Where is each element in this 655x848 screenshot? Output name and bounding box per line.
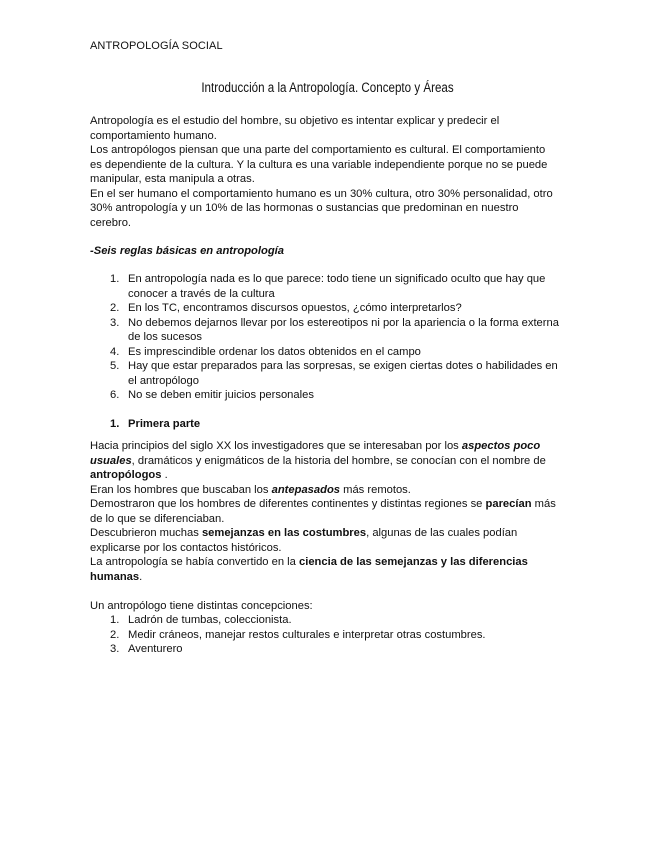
text-run: , dramáticos y enigmáticos de la historia del hombre, se conocían con el nombre de <box>131 454 546 467</box>
list-item-text: Aventurero <box>128 643 183 655</box>
text-run: . <box>139 570 143 583</box>
list-number: 3. <box>110 643 120 655</box>
text-run: La antropología se había convertido en la <box>90 556 299 568</box>
list-item <box>90 345 560 360</box>
section-number: 1. <box>110 418 120 430</box>
intro-section <box>90 114 560 230</box>
list-item-text: Ladrón de tumbas, coleccionista. <box>128 614 292 626</box>
list-number: 5. <box>110 360 120 372</box>
text-run: Eran los hombres que buscaban los <box>90 483 272 496</box>
text-run: Demostraron que los hombres de diferentes continentes y distintas regiones se <box>90 498 486 510</box>
list-item-text: No debemos dejarnos llevar por los estereotipos ni por la apariencia o la forma externa de los sucesos <box>128 316 559 343</box>
list-number: 4. <box>110 345 120 358</box>
list-number: 6. <box>110 389 120 401</box>
text-run: más de lo que se diferenciaban. <box>90 498 556 525</box>
rules-heading-text: -Seis reglas básicas en antropología <box>90 245 284 257</box>
bold-text: antropólogos <box>90 469 162 481</box>
concepts-intro: Un antropólogo tiene distintas concepciones: <box>90 600 313 612</box>
list-item <box>90 642 560 657</box>
primera-parte-body <box>90 439 560 584</box>
emphasis-text: aspectos poco usuales <box>90 440 541 467</box>
bold-text: semejanzas en las costumbres <box>201 527 367 539</box>
paragraph-antepasados <box>90 483 560 498</box>
list-item <box>90 301 560 316</box>
emphasis-text: antepasados <box>271 483 341 496</box>
list-item-text: Hay que estar preparados para las sorpresas, se exigen ciertas dotes o habilidades en el antropólogo <box>128 360 558 387</box>
rules-heading <box>90 244 560 259</box>
intro-paragraph-3: En el ser humano el comportamiento humano es un 30% cultura, otro 30% personalidad, otro 30% antropología y un 10% de las hormonas o sustancias que predominan en nuestro cerebro. <box>90 187 553 229</box>
paragraph-parecian <box>90 497 560 526</box>
list-number: 3. <box>110 316 120 329</box>
list-item-text: En antropología nada es lo que parece: todo tiene un significado oculto que hay que conocer a través de la cultura <box>128 273 546 300</box>
list-number: 2. <box>110 628 120 641</box>
text-run: . <box>161 469 168 481</box>
paragraph-semejanzas <box>90 526 560 555</box>
text-run: Hacia principios del siglo XX los investigadores que se interesaban por los <box>90 440 462 452</box>
text-run: más remotos. <box>340 483 411 496</box>
intro-paragraph-2: Los antropólogos piensan que una parte del comportamiento es cultural. El comportamiento es dependiente de la cultura. Y la cultura es una variable independiente porque no se puede manipular, esta manipula a otras. <box>90 144 548 185</box>
concepts-list <box>90 613 560 657</box>
list-number: 2. <box>110 302 120 314</box>
list-item-text: Medir cráneos, manejar restos culturales e interpretar otras costumbres. <box>128 628 486 641</box>
document-title: Introducción a la Antropología. Concepto y Áreas <box>201 80 454 95</box>
list-item-text: No se deben emitir juicios personales <box>128 389 314 401</box>
paragraph-ciencia <box>90 555 560 584</box>
list-item <box>90 272 560 301</box>
list-number: 1. <box>110 614 120 626</box>
list-item <box>90 388 560 403</box>
list-item <box>90 359 560 388</box>
list-item <box>90 316 560 345</box>
list-item-text: En los TC, encontramos discursos opuestos, ¿cómo interpretarlos? <box>128 302 462 314</box>
section-heading-primera-parte <box>90 417 598 432</box>
page-header: ANTROPOLOGÍA SOCIAL <box>90 40 223 52</box>
list-item <box>90 628 560 643</box>
section-title: Primera parte <box>128 418 201 430</box>
list-item-text: Es imprescindible ordenar los datos obtenidos en el campo <box>128 345 421 358</box>
rules-list <box>90 272 560 403</box>
text-run: Descubrieron muchas <box>90 527 202 539</box>
list-item <box>90 613 560 628</box>
text-run: , algunas de las cuales podían explicarse por los contactos históricos. <box>90 527 518 554</box>
bold-text: ciencia de las semejanzas y las diferencias humanas <box>90 556 528 583</box>
paragraph-aspectos <box>90 439 560 483</box>
list-number: 1. <box>110 273 120 285</box>
bold-text: parecían <box>485 498 532 510</box>
intro-paragraph-1: Antropología es el estudio del hombre, su objetivo es intentar explicar y predecir el comportamiento humano. <box>90 115 500 142</box>
